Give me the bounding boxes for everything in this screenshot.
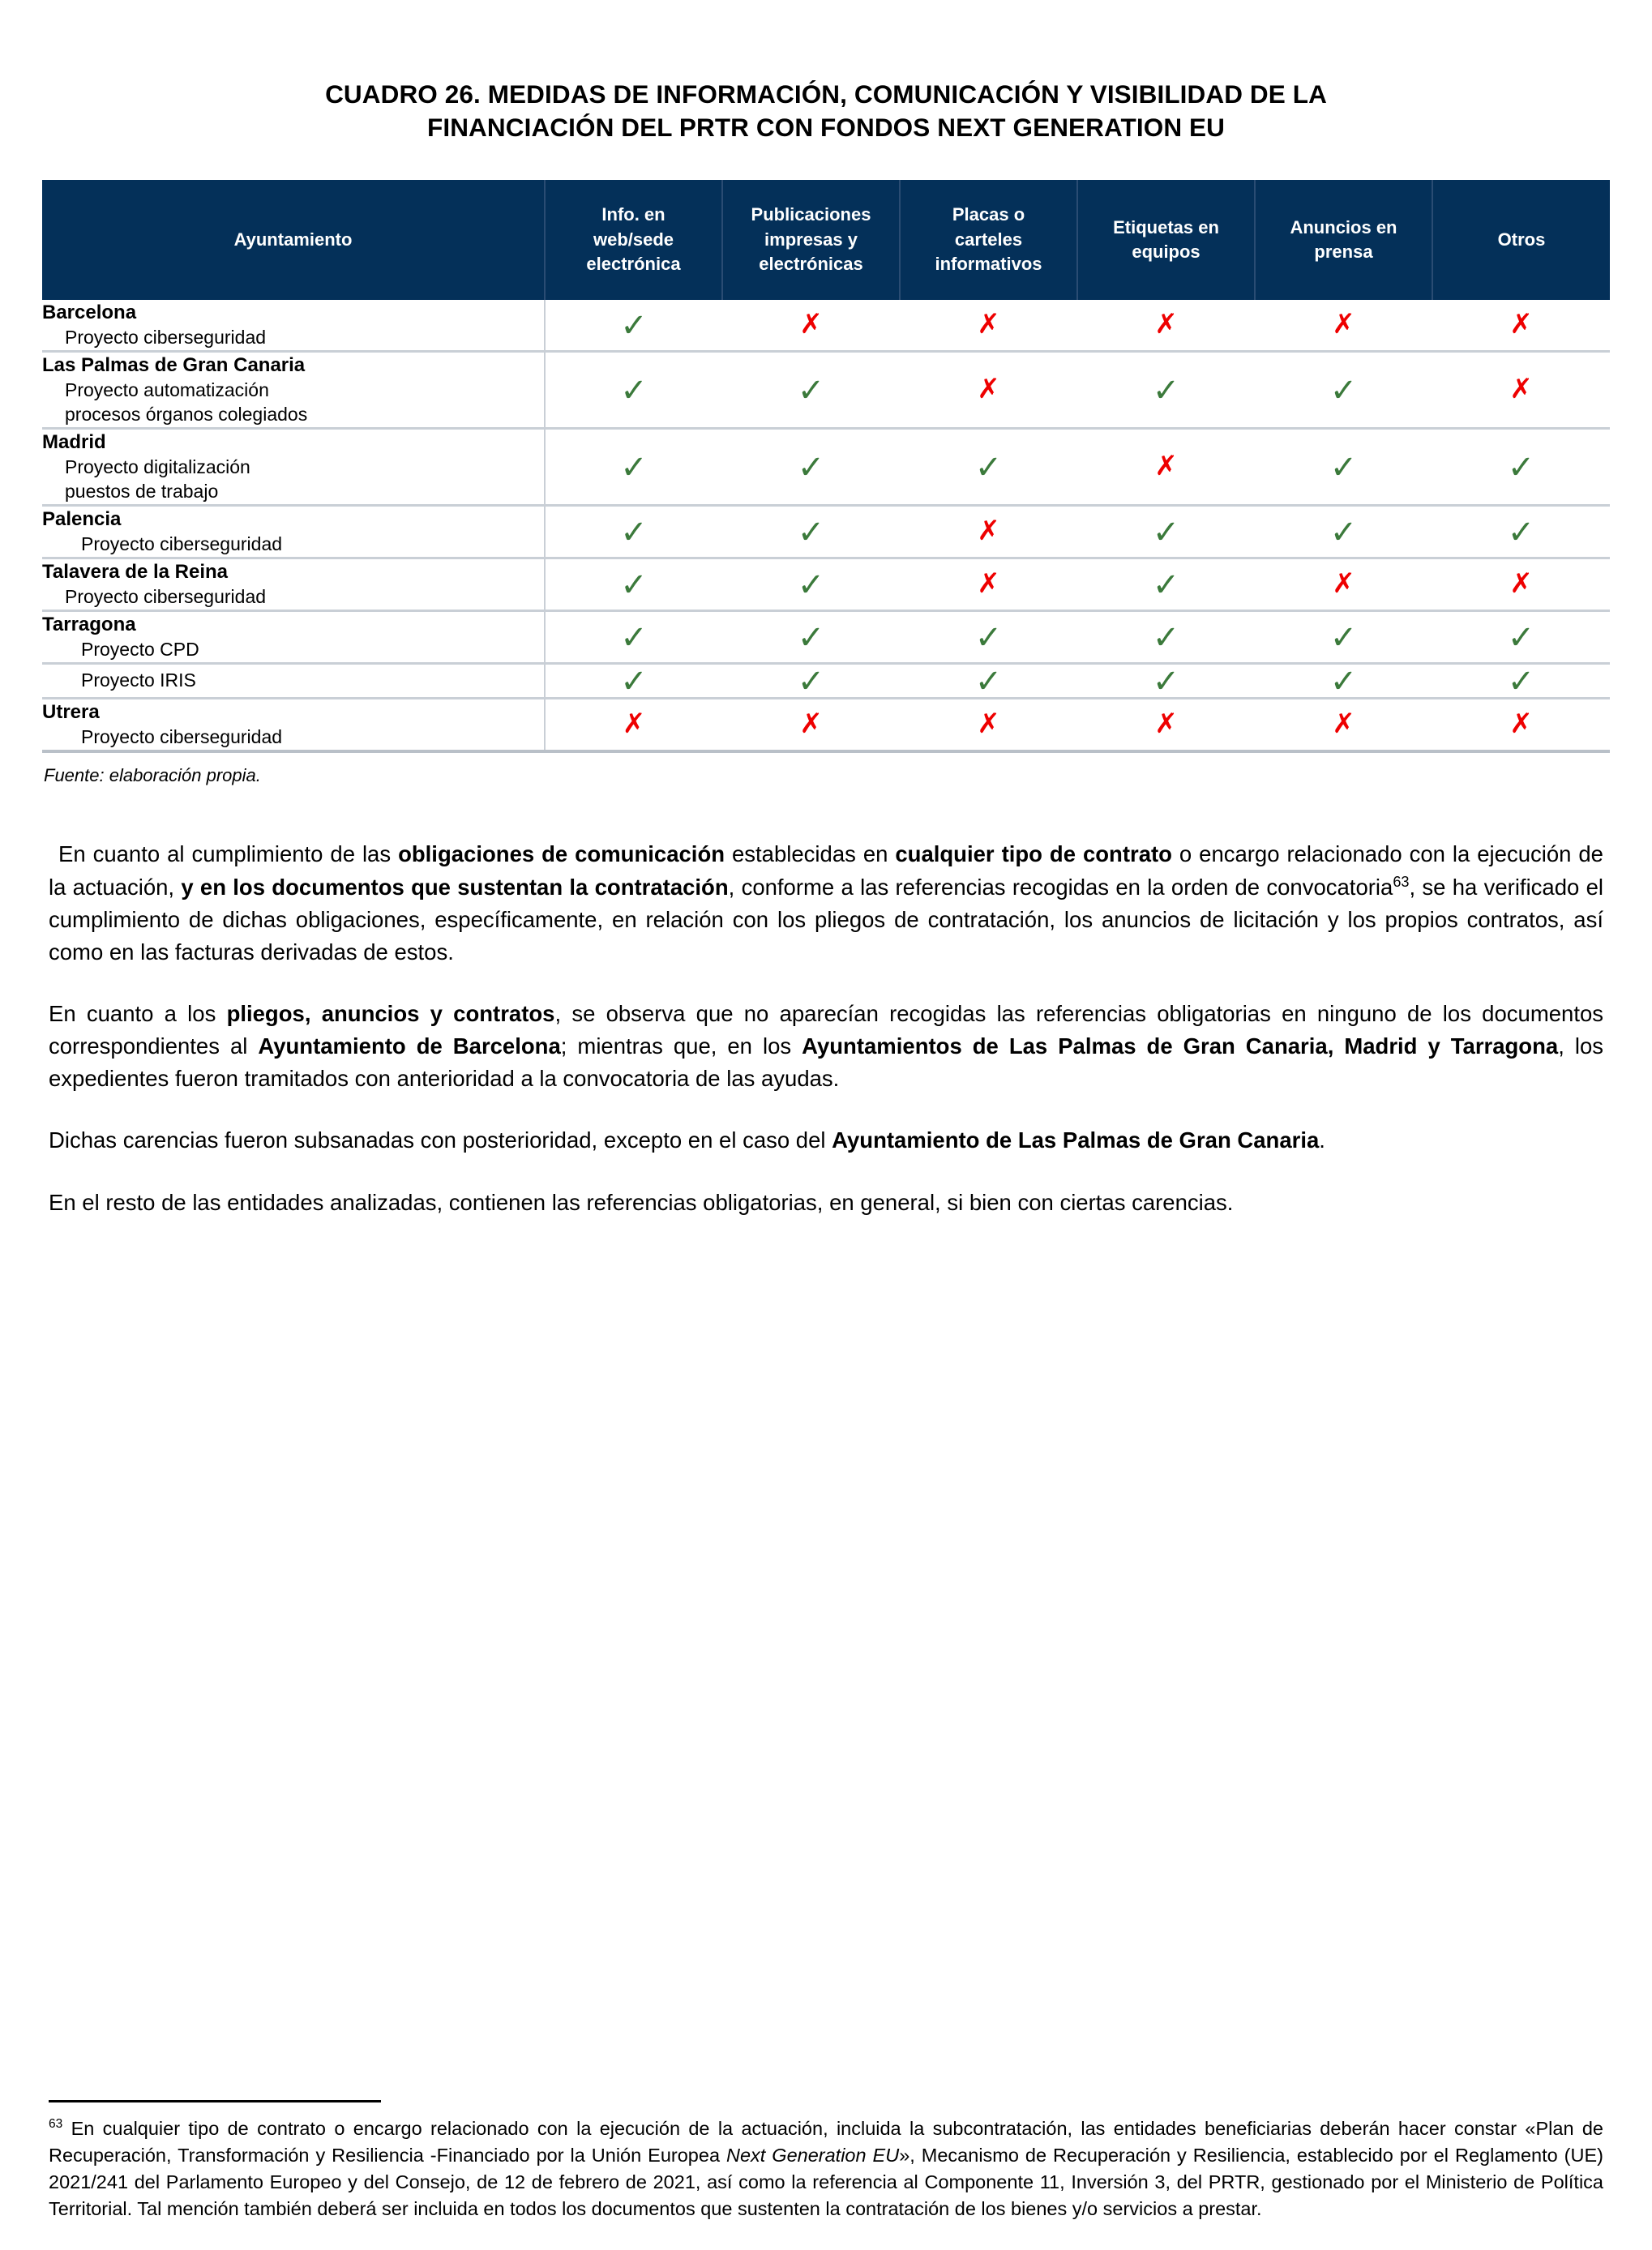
check-icon: ✓	[1507, 618, 1535, 657]
text-run: En cuanto al cumplimiento de las	[58, 841, 399, 867]
footnote-number: 63	[49, 2117, 63, 2132]
column-header-anuncios	[1255, 180, 1432, 300]
mark-cell-etiquetas	[1077, 558, 1255, 610]
column-header-line: electrónica	[586, 254, 681, 275]
entity-cell	[42, 558, 545, 610]
cross-icon: ✗	[1509, 567, 1533, 600]
check-icon: ✓	[797, 371, 825, 409]
mark-cell-placas	[900, 351, 1077, 428]
italic-text: Next Generation EU	[726, 2145, 900, 2167]
mark-cell-web	[545, 698, 722, 751]
entity-cell	[42, 610, 545, 663]
mark-cell-placas	[900, 428, 1077, 505]
emphasis-text: pliegos, anuncios y contratos	[226, 1000, 555, 1026]
mark-cell-otros	[1432, 558, 1610, 610]
entity-project	[42, 585, 544, 610]
body-paragraph-3	[49, 1124, 1603, 1157]
mark-cell-publicaciones	[722, 663, 900, 698]
mark-cell-web	[545, 610, 722, 663]
entity-project	[42, 456, 544, 504]
entity-name: Barcelona	[42, 301, 137, 323]
check-icon: ✓	[620, 448, 648, 486]
column-header-line: Placas o	[952, 204, 1025, 225]
column-header-line: Anuncios en	[1290, 216, 1397, 237]
check-icon: ✓	[974, 662, 1003, 700]
check-icon: ✓	[1507, 662, 1535, 700]
table-row	[42, 505, 1610, 558]
table-row	[42, 610, 1610, 663]
mark-cell-etiquetas	[1077, 698, 1255, 751]
table-row	[42, 663, 1610, 698]
mark-cell-web	[545, 505, 722, 558]
cross-icon: ✗	[799, 707, 823, 740]
table-row	[42, 428, 1610, 505]
footnote-63	[49, 2115, 1603, 2222]
column-header-line: Ayuntamiento	[233, 229, 353, 250]
mark-cell-anuncios	[1255, 610, 1432, 663]
text-run: establecidas en	[725, 841, 896, 867]
mark-cell-publicaciones	[722, 698, 900, 751]
body-paragraph-1	[49, 838, 1603, 969]
mark-cell-etiquetas	[1077, 610, 1255, 663]
table-header	[42, 180, 1610, 300]
entity-project	[42, 533, 544, 557]
check-icon: ✓	[1329, 513, 1358, 551]
cross-icon: ✗	[799, 307, 823, 340]
check-icon: ✓	[1507, 513, 1535, 551]
check-icon: ✓	[1329, 448, 1358, 486]
mark-cell-publicaciones	[722, 300, 900, 352]
entity-name: Talavera de la Reina	[42, 560, 229, 583]
text-run: En el resto de las entidades analizadas, contienen las referencias obligatorias, en general, si bien con ciertas carencias.	[49, 1189, 1234, 1215]
entity-project-line: Proyecto ciberseguridad	[65, 586, 267, 607]
mark-cell-etiquetas	[1077, 663, 1255, 698]
text-run: , los expedientes fueron tramitados con anterioridad a la convocatoria de las ayudas.	[49, 1033, 1603, 1092]
mark-cell-otros	[1432, 610, 1610, 663]
entity-cell	[42, 428, 545, 505]
body-paragraph-2	[49, 998, 1603, 1095]
entity-project	[42, 638, 544, 662]
mark-cell-otros	[1432, 428, 1610, 505]
mark-cell-anuncios	[1255, 663, 1432, 698]
entity-cell	[42, 505, 545, 558]
mark-cell-web	[545, 558, 722, 610]
entity-project-line: Proyecto ciberseguridad	[81, 533, 283, 554]
entity-cell	[42, 351, 545, 428]
mark-cell-etiquetas	[1077, 351, 1255, 428]
check-icon: ✓	[1152, 618, 1180, 657]
cross-icon: ✗	[1154, 707, 1178, 740]
entity-cell	[42, 698, 545, 751]
entity-name: Palencia	[42, 507, 122, 530]
column-header-placas	[900, 180, 1077, 300]
emphasis-text: Ayuntamiento de Barcelona	[258, 1033, 561, 1059]
text-run: o encargo relacionado con la ejecución de la actuación,	[49, 841, 1603, 900]
entity-project-line: Proyecto ciberseguridad	[65, 327, 267, 349]
column-header-line: Etiquetas en	[1113, 216, 1219, 237]
table-row	[42, 351, 1610, 428]
mark-cell-placas	[900, 610, 1077, 663]
cross-icon: ✗	[1509, 372, 1533, 405]
mark-cell-anuncios	[1255, 505, 1432, 558]
column-header-otros	[1432, 180, 1610, 300]
mark-cell-otros	[1432, 505, 1610, 558]
mark-cell-anuncios	[1255, 300, 1432, 352]
cross-icon: ✗	[1154, 307, 1178, 340]
mark-cell-publicaciones	[722, 505, 900, 558]
check-icon: ✓	[1152, 371, 1180, 409]
column-header-line: impresas y	[764, 229, 858, 250]
entity-project-line: Proyecto digitalización	[65, 456, 250, 478]
cross-icon: ✗	[977, 514, 1000, 547]
column-header-line: equipos	[1132, 241, 1200, 262]
emphasis-text: cualquier tipo de contrato	[895, 841, 1172, 867]
cross-icon: ✗	[977, 707, 1000, 740]
column-header-line: prensa	[1314, 241, 1373, 262]
column-header-line: informativos	[935, 254, 1042, 275]
check-icon: ✓	[797, 448, 825, 486]
mark-cell-etiquetas	[1077, 428, 1255, 505]
body-paragraph-4	[49, 1187, 1603, 1219]
emphasis-text: Ayuntamiento de Las Palmas de Gran Canaria	[832, 1127, 1320, 1153]
check-icon: ✓	[620, 618, 648, 657]
column-header-publicaciones	[722, 180, 900, 300]
cross-icon: ✗	[977, 567, 1000, 600]
check-icon: ✓	[620, 566, 648, 604]
table-row	[42, 698, 1610, 751]
entity-project	[42, 379, 544, 427]
column-header-line: Info. en	[601, 204, 666, 225]
mark-cell-placas	[900, 505, 1077, 558]
mark-cell-anuncios	[1255, 698, 1432, 751]
emphasis-text: Ayuntamientos de Las Palmas de Gran Canaria, Madrid y Tarragona	[802, 1033, 1559, 1059]
cross-icon: ✗	[977, 372, 1000, 405]
column-header-web	[545, 180, 722, 300]
mark-cell-otros	[1432, 663, 1610, 698]
cross-icon: ✗	[1509, 707, 1533, 740]
footnote-area	[49, 2100, 1603, 2222]
text-run: En cualquier tipo de contrato o encargo relacionado con la ejecución de la actuación, incluida la subcontratación, las entidades beneficiarias deberán hacer constar «Plan de Recuperación, Transformación y Resiliencia -Financiado por la Unión Europea	[49, 2118, 1603, 2167]
check-icon: ✓	[974, 448, 1003, 486]
mark-cell-otros	[1432, 300, 1610, 352]
check-icon: ✓	[797, 662, 825, 700]
mark-cell-otros	[1432, 698, 1610, 751]
cross-icon: ✗	[1332, 707, 1355, 740]
text-run: ; mientras que, en los	[560, 1033, 802, 1059]
text-run: », Mecanismo de Recuperación y Resiliencia, establecido por el Reglamento (UE) 2021/241 del Parlamento Europeo y del Consejo, de 12 de febrero de 2021, así como la referencia al Componente 11, Inversión 3, del PRTR, gestionado por el Ministerio de Política Territorial. Tal mención también deberá ser incluida en todos los documentos que sustenten la contratación de los bienes y/o servicios a prestar.	[49, 2145, 1603, 2220]
check-icon: ✓	[1152, 566, 1180, 604]
mark-cell-etiquetas	[1077, 300, 1255, 352]
column-header-etiquetas	[1077, 180, 1255, 300]
page-title	[49, 0, 1603, 144]
entity-name: Tarragona	[42, 613, 136, 635]
mark-cell-anuncios	[1255, 558, 1432, 610]
entity-name: Utrera	[42, 700, 100, 723]
emphasis-text: y en los documentos que sustentan la contratación	[181, 874, 729, 900]
check-icon: ✓	[1152, 662, 1180, 700]
mark-cell-otros	[1432, 351, 1610, 428]
entity-name: Las Palmas de Gran Canaria	[42, 353, 306, 376]
entity-project	[42, 669, 544, 693]
mark-cell-publicaciones	[722, 351, 900, 428]
mark-cell-web	[545, 428, 722, 505]
check-icon: ✓	[620, 513, 648, 551]
body-text	[49, 838, 1603, 1218]
mark-cell-etiquetas	[1077, 505, 1255, 558]
cross-icon: ✗	[1332, 307, 1355, 340]
entity-project-line: Proyecto IRIS	[81, 669, 196, 691]
check-icon: ✓	[1507, 448, 1535, 486]
check-icon: ✓	[1329, 371, 1358, 409]
mark-cell-publicaciones	[722, 428, 900, 505]
emphasis-text: obligaciones de comunicación	[398, 841, 725, 867]
mark-cell-publicaciones	[722, 610, 900, 663]
entity-project-line: Proyecto CPD	[81, 639, 199, 661]
mark-cell-web	[545, 663, 722, 698]
table-body	[42, 300, 1610, 751]
text-run: , se ha verificado el cumplimiento de dichas obligaciones, específicamente, en relación con los pliegos de contratación, los anuncios de licitación y los propios contratos, así como en las facturas derivadas de estos.	[49, 874, 1603, 965]
mark-cell-publicaciones	[722, 558, 900, 610]
footnote-reference: 63	[1393, 873, 1410, 890]
check-icon: ✓	[797, 513, 825, 551]
page-title-line: FINANCIACIÓN DEL PRTR CON FONDOS NEXT GENERATION EU	[427, 112, 1225, 142]
mark-cell-anuncios	[1255, 428, 1432, 505]
column-header-line: electrónicas	[759, 254, 863, 275]
check-icon: ✓	[1329, 618, 1358, 657]
entity-name: Madrid	[42, 430, 106, 453]
entity-cell	[42, 663, 545, 698]
entity-project	[42, 326, 544, 350]
page-title-line: CUADRO 26. MEDIDAS DE INFORMACIÓN, COMUNICACIÓN Y VISIBILIDAD DE LA	[325, 79, 1327, 109]
text-run: Dichas carencias fueron subsanadas con posterioridad, excepto en el caso del	[49, 1127, 832, 1153]
entity-project	[42, 725, 544, 750]
entity-project-line: puestos de trabajo	[65, 480, 219, 502]
mark-cell-placas	[900, 558, 1077, 610]
mark-cell-placas	[900, 300, 1077, 352]
mark-cell-web	[545, 300, 722, 352]
entity-project-line: procesos órganos colegiados	[65, 403, 308, 425]
footnote-separator	[49, 2100, 381, 2102]
text-run: , conforme a las referencias recogidas en la orden de convocatoria	[728, 874, 1393, 900]
cross-icon: ✗	[1509, 307, 1533, 340]
cross-icon: ✗	[1154, 449, 1178, 482]
column-header-line: web/sede	[593, 229, 674, 250]
text-run: En cuanto a los	[49, 1000, 227, 1026]
source-note: Fuente: elaboración propia.	[44, 764, 261, 785]
column-header-line: Otros	[1497, 229, 1546, 250]
column-header-entity	[42, 180, 545, 300]
mark-cell-web	[545, 351, 722, 428]
check-icon: ✓	[620, 306, 648, 344]
check-icon: ✓	[974, 618, 1003, 657]
entity-project-line: Proyecto ciberseguridad	[81, 726, 283, 748]
cross-icon: ✗	[622, 707, 646, 740]
column-header-line: Publicaciones	[751, 204, 871, 225]
text-run: , se observa que no aparecían recogidas las referencias obligatorias en ninguno de los documentos correspondientes al	[49, 1000, 1603, 1059]
table-header-row	[42, 180, 1610, 300]
check-icon: ✓	[1152, 513, 1180, 551]
entity-project-line: Proyecto automatización	[65, 379, 269, 401]
measures-table-container	[42, 180, 1610, 753]
column-header-line: carteles	[954, 229, 1023, 250]
mark-cell-anuncios	[1255, 351, 1432, 428]
cross-icon: ✗	[977, 307, 1000, 340]
check-icon: ✓	[797, 618, 825, 657]
table-row	[42, 300, 1610, 352]
text-run: .	[1319, 1127, 1325, 1153]
check-icon: ✓	[797, 566, 825, 604]
cross-icon: ✗	[1332, 567, 1355, 600]
mark-cell-placas	[900, 663, 1077, 698]
check-icon: ✓	[620, 662, 648, 700]
entity-cell	[42, 300, 545, 352]
table-row	[42, 558, 1610, 610]
check-icon: ✓	[1329, 662, 1358, 700]
check-icon: ✓	[620, 371, 648, 409]
mark-cell-placas	[900, 698, 1077, 751]
measures-table	[42, 180, 1610, 753]
